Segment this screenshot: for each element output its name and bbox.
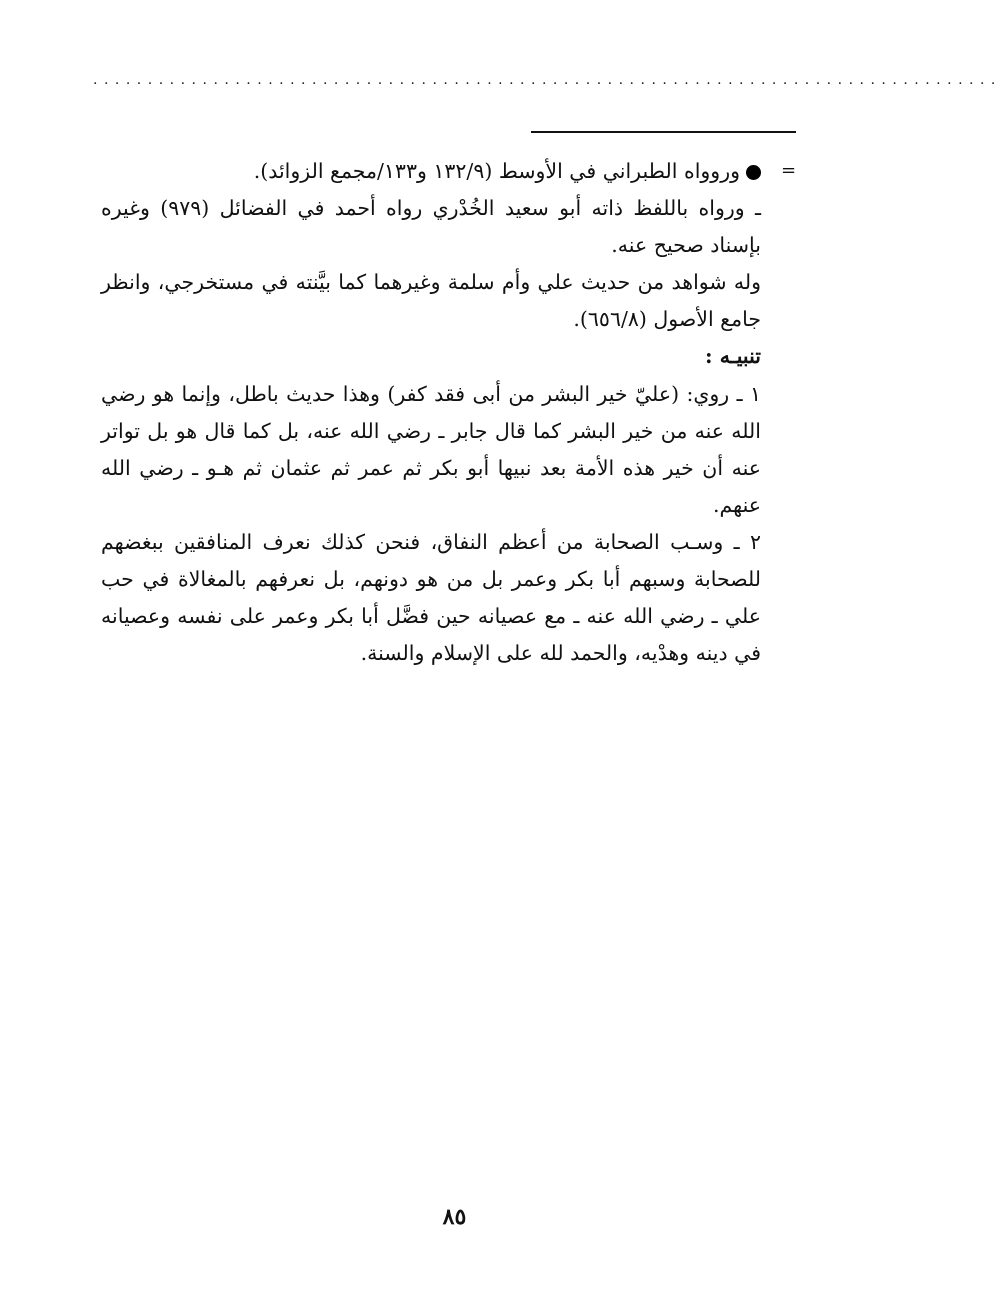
bullet-icon	[746, 165, 761, 180]
footnote-separator	[531, 131, 796, 133]
note-item-1: ١ ـ روي: (عليّ خير البشر من أبى فقد كفر) وهذا حديث باطل، وإنما هو رضي الله عنه من خير البشر كما قال جابر ـ رضي الله عنه، بل كما قال هو بل تواتر عنه أن خير هذه الأمة بعد نبيها أبو بكر ثم عمر ثم عثمان ثم هـو ـ رضي الله عنهم.	[101, 381, 761, 517]
footnote-continuation-marker: =	[781, 160, 797, 181]
paragraph-khudri: ـ ورواه باللفظ ذاته أبو سعيد الخُدْري رواه أحمد في الفضائل (٩٧٩) وغيره بإسناد صحيح عنه.	[101, 196, 761, 258]
note-item-2: ٢ ـ وسـب الصحابة من أعظم النفاق، فنحن كذلك نعرف المنافقين ببغضهم للصحابة وسبهم أبا بكر وعمر بل من هو دونهم، بل نعرفهم بالمغالاة في حب علي ـ رضي الله عنه ـ مع عصيانه حين فضَّل أبا بكر وعمر على نفسه وعصيانه في دينه وهدْيه، والحمد لله على الإسلام والسنة.	[101, 529, 761, 666]
heading-tanbih: تنبيـه :	[705, 344, 761, 369]
footnote-text	[101, 153, 761, 672]
paragraph-shawahid: وله شواهد من حديث علي وأم سلمة وغيرهما كما بيَّنته في مستخرجي، وانظر جامع الأصول (٦٥٦/٨).	[101, 270, 761, 332]
header-dotted-divider: ...................................................................................	[93, 72, 1002, 88]
paragraph-tabarani: وروواه الطبراني في الأوسط (١٣٢/٩ و١٣٣/مجمع الزوائد).	[101, 153, 761, 190]
page-number: ٨٥	[442, 1204, 467, 1230]
